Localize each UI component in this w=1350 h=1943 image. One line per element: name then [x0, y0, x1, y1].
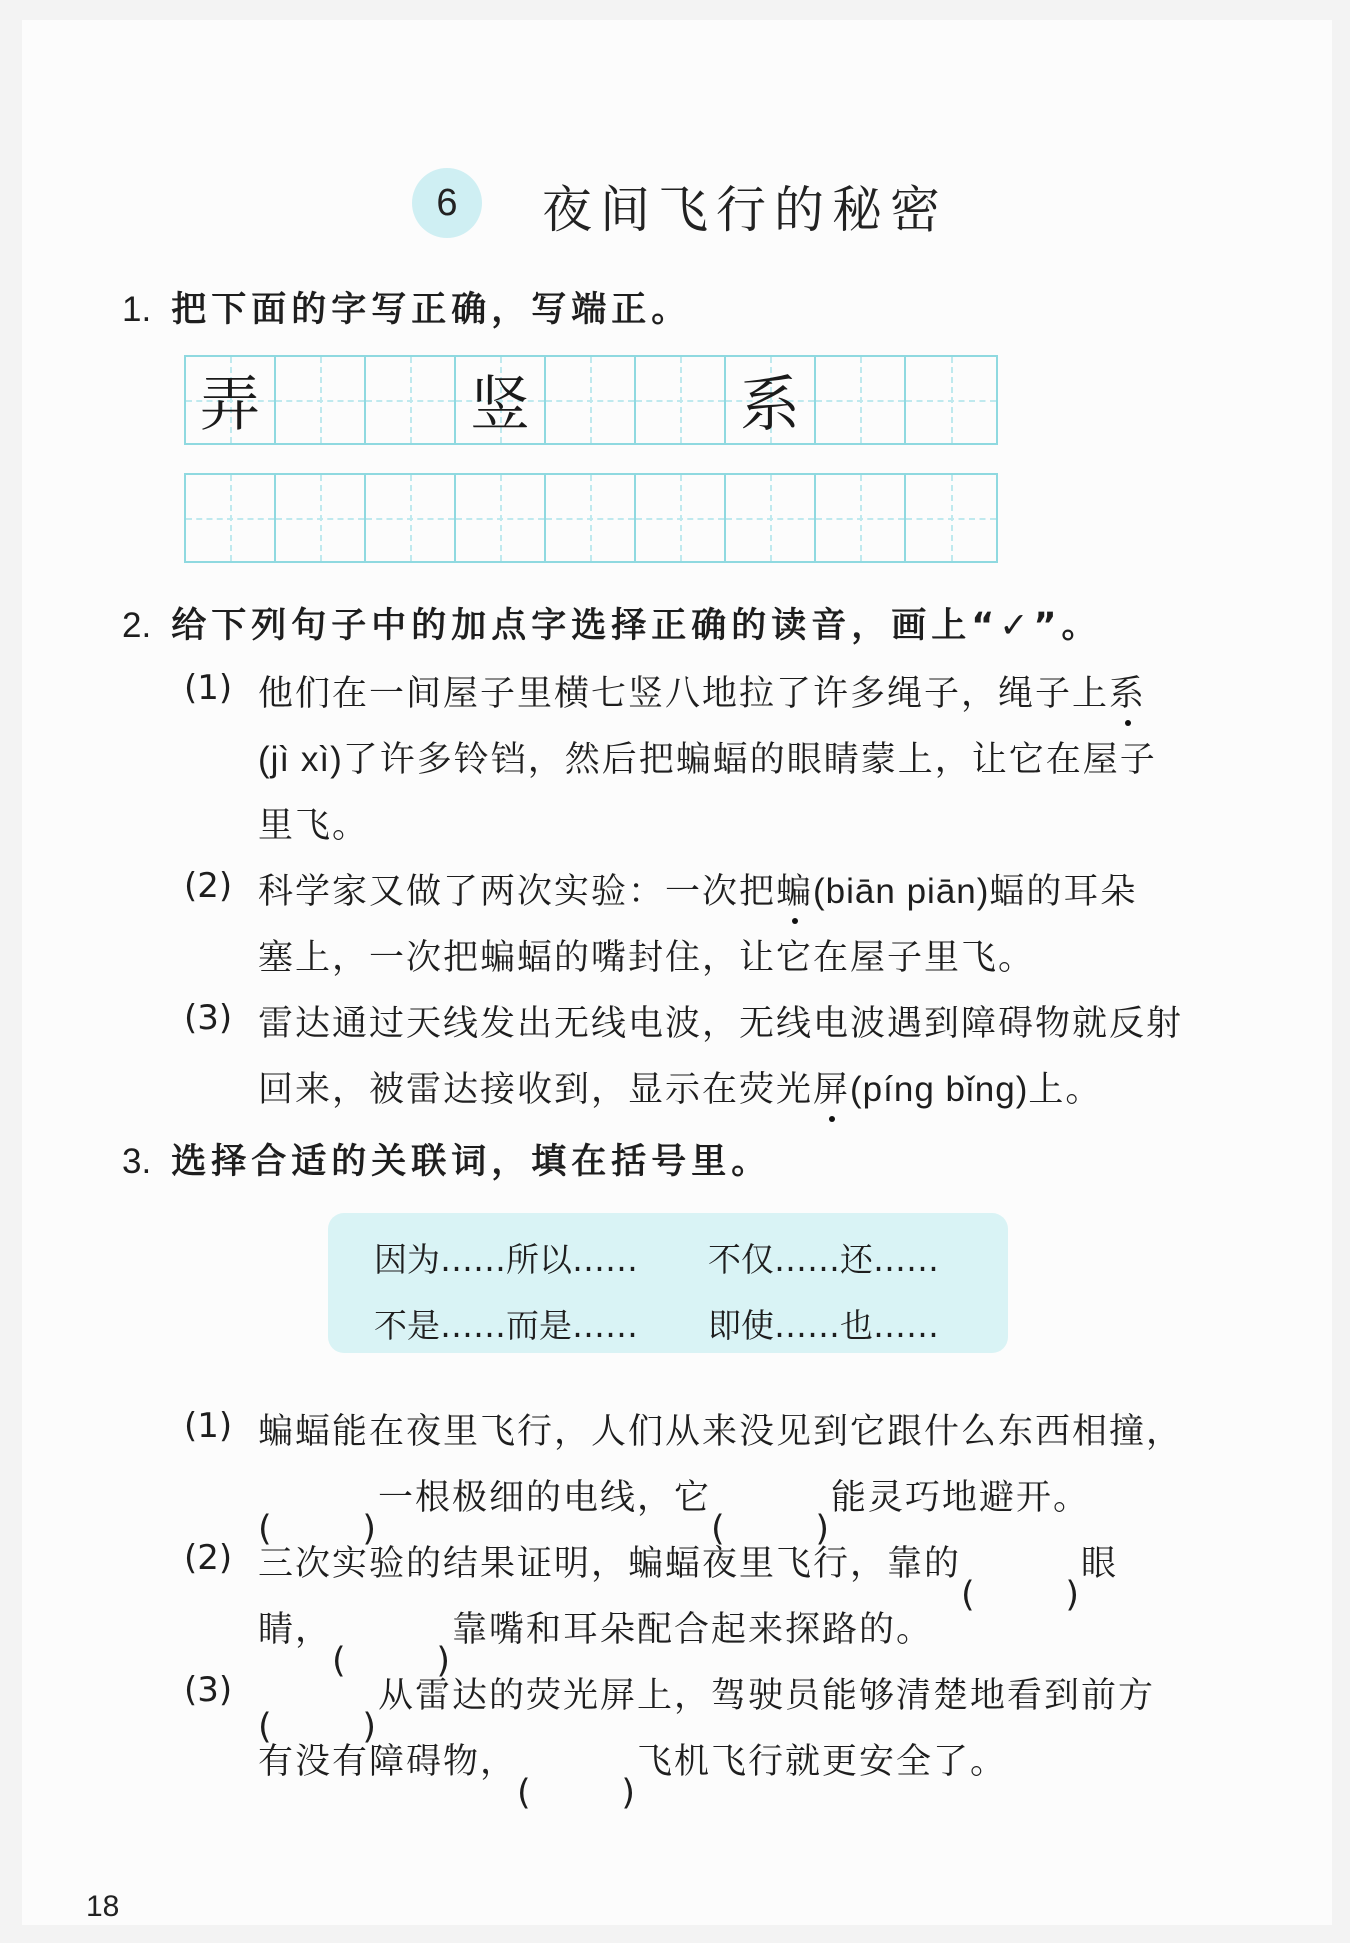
writing-cell[interactable] — [276, 475, 366, 561]
item-index: (2) — [184, 866, 233, 906]
dotted-character: 系 — [1109, 674, 1147, 714]
writing-cell[interactable] — [636, 475, 726, 561]
question-3-heading — [122, 1134, 771, 1184]
q2-item-1-line-3: 里飞。 — [258, 806, 370, 846]
q2-item-3-line-1: 雷达通过天线发出无线电波，无线电波遇到障碍物就反射 — [258, 1004, 1184, 1044]
q2-item-2-line-1: 科学家又做了两次实验：一次把蝙(biān piān)蝠的耳朵 — [258, 872, 1138, 912]
writing-cell[interactable] — [816, 357, 906, 443]
question-text: 选择合适的关联词，填在括号里。 — [171, 1142, 772, 1182]
model-character: 系 — [740, 370, 800, 440]
q3-item-1-line-1: 蝙蝠能在夜里飞行，人们从来没见到它跟什么东西相撞， — [258, 1412, 1184, 1452]
writing-grid-row-2 — [184, 473, 998, 563]
model-character: 弄 — [200, 370, 260, 440]
writing-cell[interactable] — [366, 357, 456, 443]
q3-item-3-line-1: 从雷达的荧光屏上，驾驶员能够清楚地看到前方 — [378, 1676, 1156, 1716]
writing-cell[interactable] — [276, 357, 366, 443]
writing-cell[interactable] — [546, 475, 636, 561]
dotted-character: 屏 — [813, 1070, 851, 1110]
q3-item-2-line-2: 睛， 靠嘴和耳朵配合起来探路的。 — [258, 1610, 934, 1650]
word-bank-option: 因为……所以…… — [374, 1240, 638, 1279]
writing-cell[interactable] — [906, 357, 996, 443]
writing-cell[interactable] — [816, 475, 906, 561]
model-character: 竖 — [470, 370, 530, 440]
writing-cell[interactable] — [186, 475, 276, 561]
lesson-title: 夜间飞行的秘密 — [542, 181, 948, 239]
writing-cell[interactable] — [366, 475, 456, 561]
word-bank-option: 不是……而是…… — [374, 1306, 638, 1345]
page-number: 18 — [86, 1890, 120, 1923]
q2-item-1-line-2: (jì xì)了许多铃铛，然后把蝙蝠的眼睛蒙上，让它在屋子 — [258, 740, 1157, 780]
writing-cell[interactable] — [726, 357, 816, 443]
item-index: (3) — [184, 998, 233, 1038]
writing-cell[interactable] — [456, 357, 546, 443]
word-bank-option: 即使……也…… — [708, 1306, 939, 1345]
question-text: 把下面的字写正确，写端正。 — [171, 290, 692, 330]
writing-cell[interactable] — [636, 357, 726, 443]
q2-item-3-line-2: 回来，被雷达接收到，显示在荧光屏(píng bǐng)上。 — [258, 1070, 1103, 1110]
item-index: (1) — [184, 1406, 233, 1446]
q2-item-2-line-2: 塞上，一次把蝙蝠的嘴封住，让它在屋子里飞。 — [258, 938, 1036, 978]
writing-cell[interactable] — [906, 475, 996, 561]
question-1-heading — [122, 282, 691, 332]
question-number: 1. — [122, 290, 152, 329]
q2-item-1-line-1: 他们在一间屋子里横七竖八地拉了许多绳子，绳子上系 — [258, 674, 1147, 714]
writing-cell[interactable] — [186, 357, 276, 443]
q3-item-1-line-2: 一根极细的电线，它 能灵巧地避开。 — [378, 1478, 1091, 1518]
question-2-heading — [122, 598, 1102, 648]
question-text: 给下列句子中的加点字选择正确的读音，画上“✓”。 — [171, 606, 1102, 646]
question-number: 2. — [122, 606, 152, 645]
question-number: 3. — [122, 1142, 152, 1181]
writing-cell[interactable] — [456, 475, 546, 561]
writing-cell[interactable] — [546, 357, 636, 443]
pinyin-options[interactable]: (jì xì) — [258, 740, 343, 779]
item-index: (3) — [184, 1670, 233, 1710]
pinyin-options[interactable]: (biān piān) — [813, 872, 990, 911]
q3-item-3-line-2: 有没有障碍物， 飞机飞行就更安全了。 — [258, 1742, 1008, 1782]
q3-item-2-line-1: 三次实验的结果证明，蝙蝠夜里飞行，靠的 眼 — [258, 1544, 1119, 1584]
word-bank-option: 不仅……还…… — [708, 1240, 939, 1279]
item-index: (1) — [184, 668, 233, 708]
dotted-character: 蝙 — [776, 872, 814, 912]
pinyin-options[interactable]: (píng bǐng) — [850, 1070, 1029, 1109]
writing-grid-row-1 — [184, 355, 998, 445]
item-index: (2) — [184, 1538, 233, 1578]
lesson-number-badge: 6 — [412, 168, 482, 238]
writing-cell[interactable] — [726, 475, 816, 561]
